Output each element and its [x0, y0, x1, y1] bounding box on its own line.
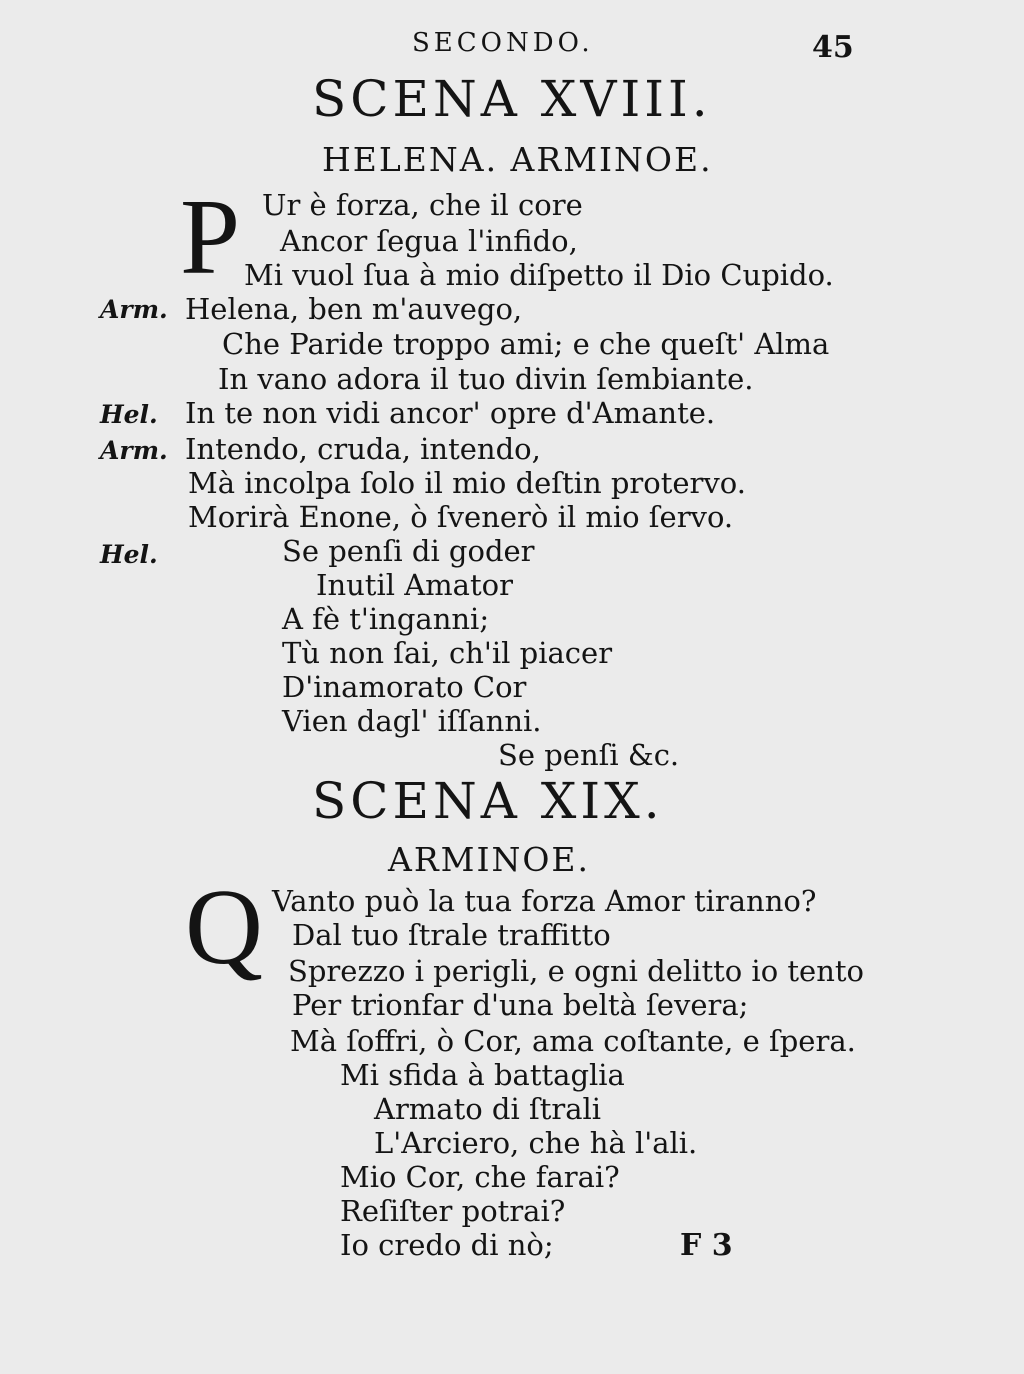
scene-19-line: Io credo di nò; — [340, 1228, 554, 1262]
scene-18-line: In te non vidi ancor' opre d'Amante. — [185, 396, 716, 430]
scene-18-line: Morirà Enone, ò ſvenerò il mio ſervo. — [188, 500, 734, 534]
scene-18-characters: HELENA. ARMINOE. — [322, 140, 713, 179]
speaker-label: Hel. — [100, 400, 158, 429]
scene-18-line: Ur è forza, che il core — [262, 188, 583, 222]
scene-19-line: Armato di ſtrali — [374, 1092, 602, 1126]
scene-19-line: Per trionfar d'una beltà ſevera; — [292, 988, 749, 1022]
scene-19-line: Mi sfida à battaglia — [340, 1058, 625, 1092]
scene-18-line: Inutil Amator — [316, 568, 513, 602]
scene-19-line: L'Arciero, che hà l'ali. — [374, 1126, 698, 1160]
scene-18-line: Helena, ben m'auvego, — [185, 292, 523, 326]
scene-18-line: Vien dagl' iſſanni. — [282, 704, 542, 738]
scene-18-line: Che Paride troppo ami; e che queſt' Alma — [222, 327, 830, 361]
scene-19-characters: ARMINOE. — [388, 840, 591, 879]
scene-19-line: Sprezzo i perigli, e ogni delitto io tento — [288, 954, 864, 988]
scene-19-line: Mio Cor, che farai? — [340, 1160, 620, 1194]
speaker-label: Arm. — [100, 436, 168, 465]
scene-18-line: Tù non ſai, ch'il piacer — [282, 636, 613, 670]
scene-18-line: Ancor ſegua l'infido, — [280, 224, 578, 258]
scene-19-line: Reſiſter potrai? — [340, 1194, 566, 1228]
scene-18-line: Mi vuol ſua à mio diſpetto il Dio Cupido. — [244, 258, 834, 292]
speaker-label: Arm. — [100, 295, 168, 324]
signature-mark: F 3 — [680, 1228, 733, 1263]
scene-19-line: Vanto può la tua forza Amor tiranno? — [272, 884, 817, 918]
scene-19-line: Dal tuo ſtrale traffitto — [292, 918, 611, 952]
scene-18-title: SCENA XVIII. — [312, 70, 712, 128]
scene-18-line: Se penſi &c. — [498, 738, 680, 772]
page-number: 45 — [812, 30, 854, 65]
speaker-label: Hel. — [100, 540, 158, 569]
scene-18-line: A fè t'inganni; — [282, 602, 490, 636]
scene-19-title: SCENA XIX. — [312, 772, 664, 830]
scene-18-line: Intendo, cruda, intendo, — [185, 432, 541, 466]
scene-18-line: D'inamorato Cor — [282, 670, 527, 704]
scene-18-line: Mà incolpa ſolo il mio deſtin protervo. — [188, 466, 746, 500]
scene-19-dropcap: Q — [185, 868, 263, 987]
scene-18-line: In vano adora il tuo divin ſembiante. — [218, 362, 754, 396]
scene-18-line: Se penſi di goder — [282, 534, 535, 568]
running-title: SECONDO. — [412, 28, 594, 58]
scene-19-line: Mà ſoffri, ò Cor, ama coſtante, e ſpera. — [290, 1024, 856, 1058]
scene-18-dropcap: P — [180, 178, 241, 297]
